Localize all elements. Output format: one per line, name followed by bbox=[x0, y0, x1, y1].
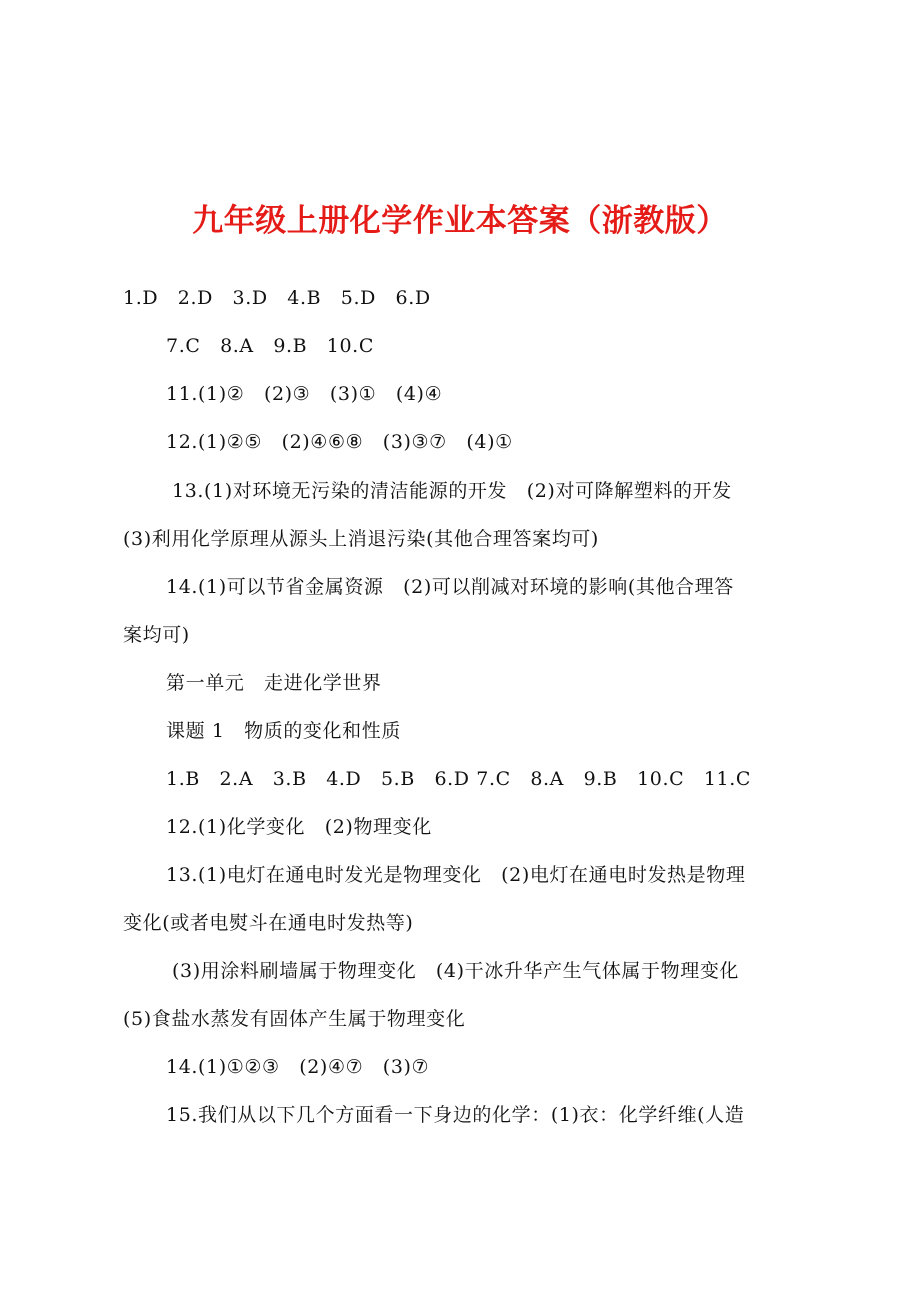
answer-line-1: 1.D 2.D 3.D 4.B 5.D 6.D bbox=[123, 287, 431, 309]
answer-line-12: 12.(1)化学变化 (2)物理变化 bbox=[166, 816, 432, 838]
answer-line-14: 变化(或者电熨斗在通电时发热等) bbox=[123, 912, 414, 934]
answer-line-11: 1.B 2.A 3.B 4.D 5.B 6.D 7.C 8.A 9.B 10.C 11.C bbox=[166, 768, 751, 790]
answer-line-18: 15.我们从以下几个方面看一下身边的化学：(1)衣：化学纤维(人造 bbox=[166, 1104, 745, 1126]
answer-line-3: 11.(1)② (2)③ (3)① (4)④ bbox=[166, 383, 443, 405]
answer-line-7: 14.(1)可以节省金属资源 (2)可以削减对环境的影响(其他合理答 bbox=[166, 576, 734, 598]
document-title: 九年级上册化学作业本答案（浙教版） bbox=[192, 203, 728, 239]
answer-line-5: 13.(1)对环境无污染的清洁能源的开发 (2)对可降解塑料的开发 bbox=[172, 480, 732, 502]
answer-line-13: 13.(1)电灯在通电时发光是物理变化 (2)电灯在通电时发热是物理 bbox=[166, 864, 746, 886]
answer-line-4: 12.(1)②⑤ (2)④⑥⑧ (3)③⑦ (4)① bbox=[166, 431, 513, 453]
lesson-heading: 课题 1 物质的变化和性质 bbox=[166, 720, 401, 742]
answer-line-8: 案均可) bbox=[123, 624, 190, 646]
answer-line-17: 14.(1)①②③ (2)④⑦ (3)⑦ bbox=[166, 1056, 430, 1078]
unit-heading: 第一单元 走进化学世界 bbox=[166, 672, 382, 694]
answer-line-16: (5)食盐水蒸发有固体产生属于物理变化 bbox=[123, 1008, 466, 1030]
answer-line-15: (3)用涂料刷墙属于物理变化 (4)干冰升华产生气体属于物理变化 bbox=[172, 960, 740, 982]
answer-line-2: 7.C 8.A 9.B 10.C bbox=[166, 335, 374, 357]
answer-line-6: (3)利用化学原理从源头上消退污染(其他合理答案均可) bbox=[123, 528, 599, 550]
